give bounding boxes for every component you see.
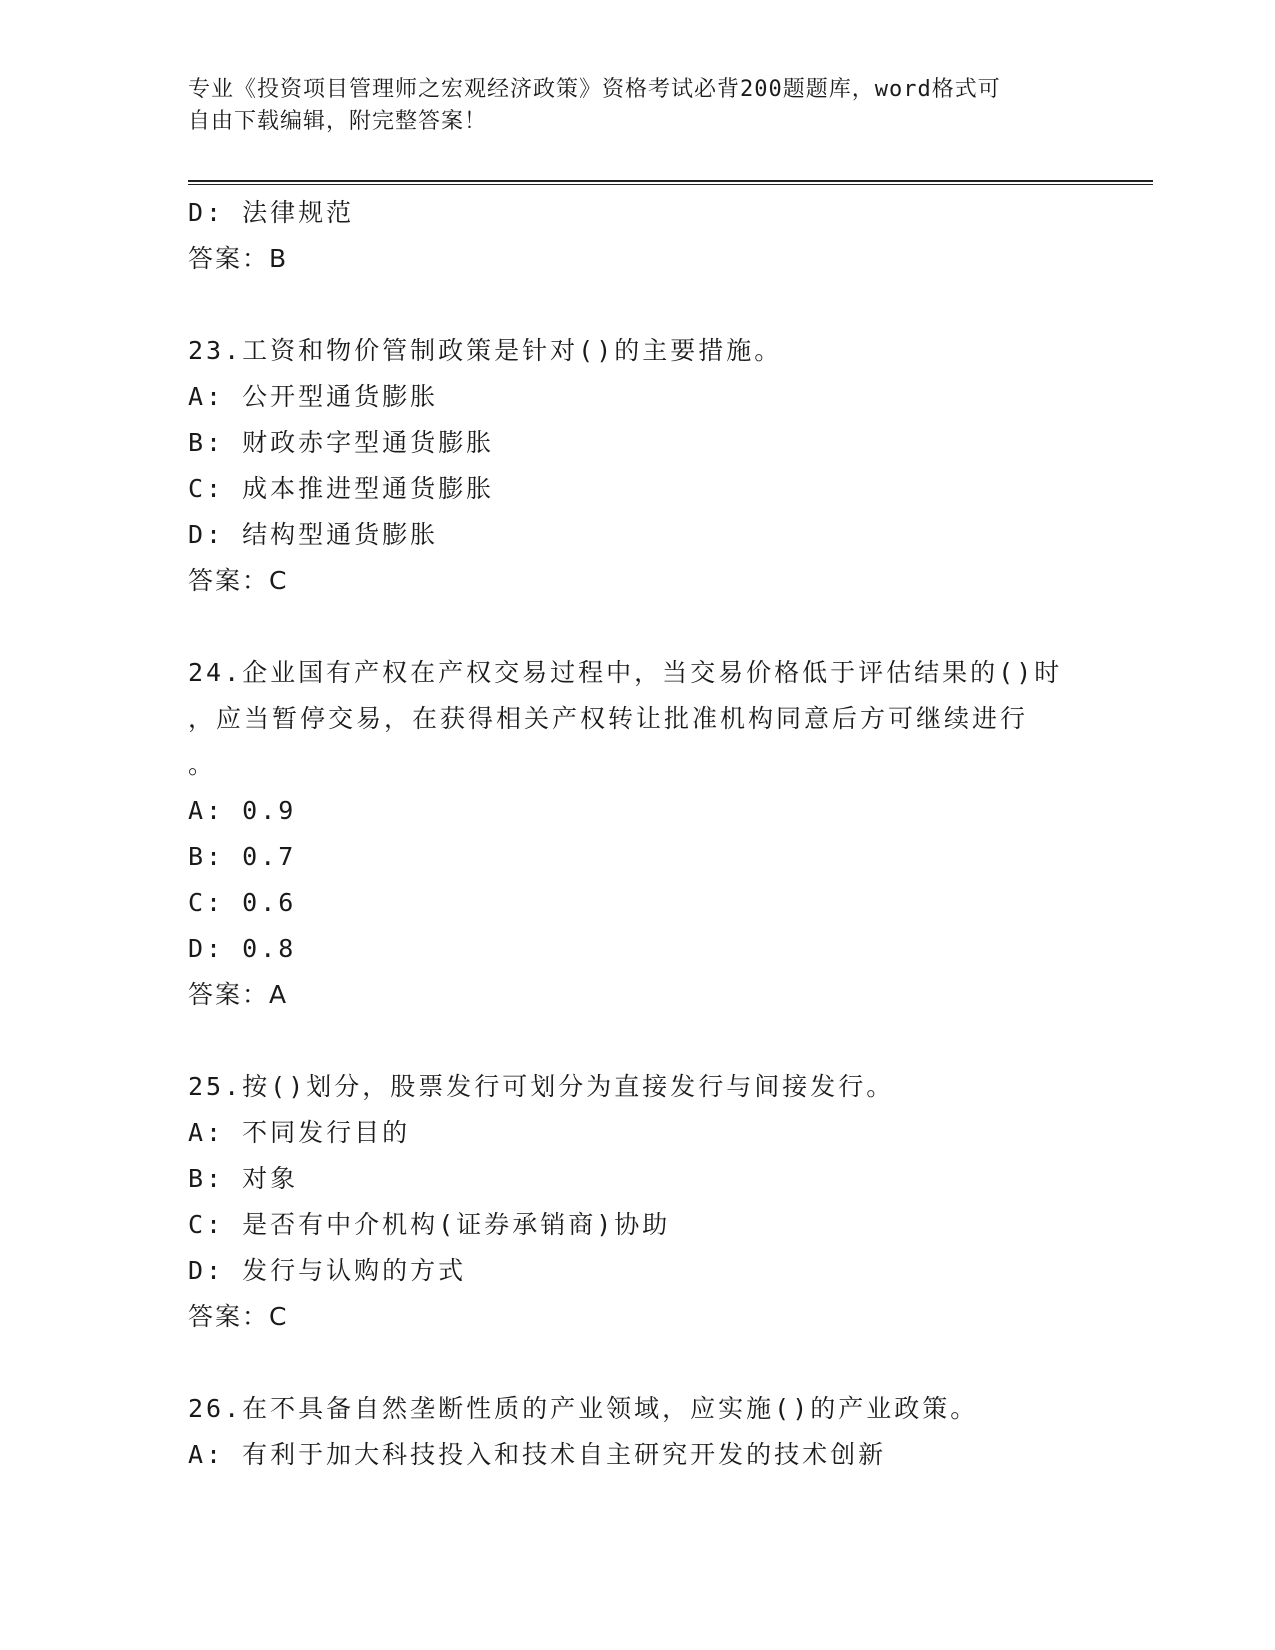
option-d: D: 0.8 [188,934,297,963]
question-stem-line-3: 。 [188,750,217,779]
document-header [188,74,1088,138]
question-stem-line-2: ，应当暂停交易，在获得相关产权转让批准机构同意后方可继续进行 [188,704,1029,733]
answer-line: 答案：A [188,980,289,1009]
question-stem-line-1: 24.企业国有产权在产权交易过程中，当交易价格低于评估结果的()时 [188,658,1063,687]
option-b: B: 对象 [188,1164,299,1193]
option-a: A: 不同发行目的 [188,1118,411,1147]
answer-line: 答案：C [188,1302,289,1331]
question-stem: 23.工资和物价管制政策是针对()的主要措施。 [188,336,783,365]
header-divider-thin [188,184,1153,185]
question-list [188,190,1088,1478]
question-24 [188,650,1088,1018]
question-26 [188,1386,1088,1478]
option-a: A: 有利于加大科技投入和技术自主研究开发的技术创新 [188,1440,887,1469]
answer-line: 答案：C [188,566,289,595]
option-d: D: 结构型通货膨胀 [188,520,439,549]
option-b: B: 0.7 [188,842,297,871]
option-a: A: 0.9 [188,796,297,825]
header-divider-thick [188,180,1153,182]
answer-line: 答案：B [188,244,289,273]
previous-question-tail [188,190,1088,282]
option-c: C: 0.6 [188,888,297,917]
option-d: D: 法律规范 [188,198,355,227]
question-stem: 25.按()划分，股票发行可划分为直接发行与间接发行。 [188,1072,895,1101]
question-stem: 26.在不具备自然垄断性质的产业领域，应实施()的产业政策。 [188,1394,979,1423]
header-line-2: 自由下载编辑，附完整答案！ [188,109,488,134]
question-25 [188,1064,1088,1340]
option-c: C: 是否有中介机构(证券承销商)协助 [188,1210,671,1239]
header-line-1: 专业《投资项目管理师之宏观经济政策》资格考试必背200题题库，word格式可 [188,77,1001,102]
question-23 [188,328,1088,604]
option-c: C: 成本推进型通货膨胀 [188,474,495,503]
option-b: B: 财政赤字型通货膨胀 [188,428,495,457]
option-a: A: 公开型通货膨胀 [188,382,439,411]
option-d: D: 发行与认购的方式 [188,1256,467,1285]
